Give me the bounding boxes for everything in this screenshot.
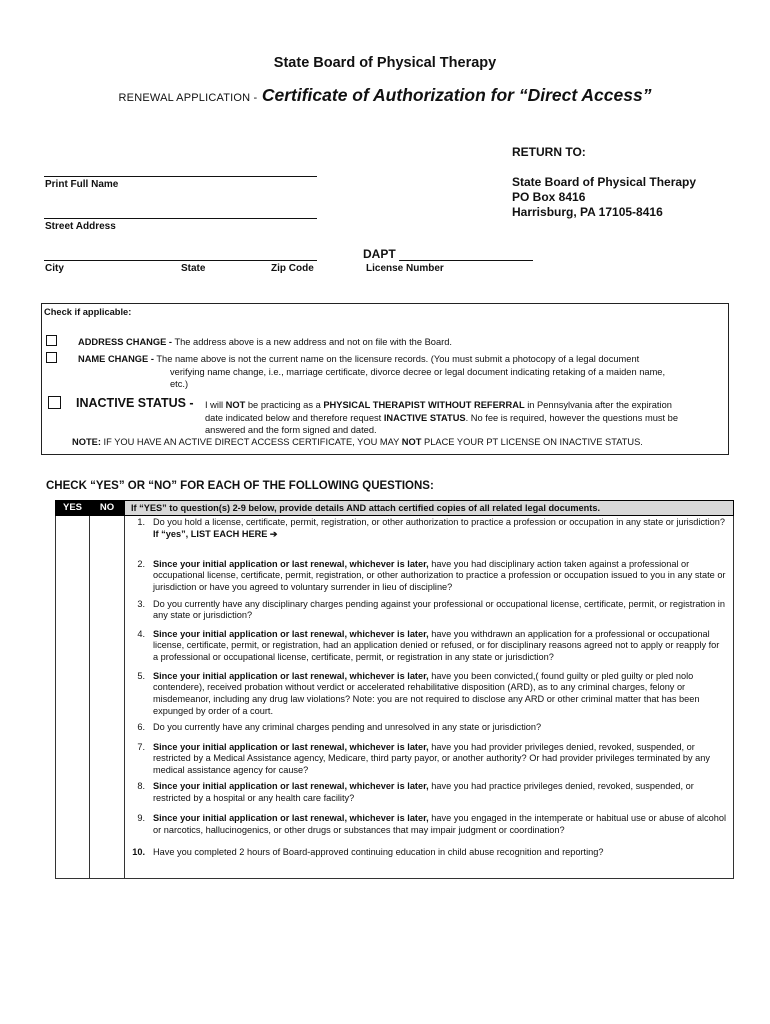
certificate-title: Certificate of Authorization for “Direct Access” bbox=[261, 85, 652, 105]
q7-yes-cell[interactable] bbox=[56, 741, 90, 780]
q2-yes-cell[interactable] bbox=[56, 558, 90, 598]
q2-text: have you had disciplinary action taken against a professional or occupational license, certificate, permit, registration, or other authorization to practice a profession or occupation issued to you in any state or jurisdiction or have you agreed to voluntary surrender in lieu of discipline? bbox=[153, 558, 726, 593]
inactive-status-label: INACTIVE STATUS - bbox=[76, 396, 194, 410]
inactive-is: INACTIVE STATUS bbox=[383, 413, 466, 423]
return-to-line3: Harrisburg, PA 17105-8416 bbox=[512, 205, 663, 219]
questions-instruction: If “YES” to question(s) 2-9 below, provide details AND attach certified copies of all related legal documents. bbox=[125, 501, 734, 516]
q1-text-cell bbox=[125, 516, 734, 558]
name-change-text-2: verifying name change, i.e., marriage certificate, divorce decree or legal document indicating retaking of a maiden name, bbox=[170, 367, 666, 377]
q6-yes-cell[interactable] bbox=[56, 721, 90, 741]
q5-text: have you been convicted,( found guilty or pled guilty or pled nolo contendere), received probation without verdict or accelerated rehabilitative disposition (ARD), as to any criminal charges, felony or misdemeanor, including any drug law violations? Note: you are not required to disclose any ARD or other criminal matter that has been expunged by order of a court. bbox=[153, 670, 700, 716]
q7-no-cell[interactable] bbox=[90, 741, 125, 780]
q9-yes-cell[interactable] bbox=[56, 812, 90, 846]
q5-yes-cell[interactable] bbox=[56, 670, 90, 721]
state-label: State bbox=[181, 263, 206, 274]
q4-text-cell bbox=[125, 628, 734, 670]
q7-lead: Since your initial application or last renewal, whichever is later, bbox=[153, 741, 429, 752]
q9-no-cell[interactable] bbox=[90, 812, 125, 846]
note-text-b: PLACE YOUR PT LICENSE ON INACTIVE STATUS. bbox=[424, 437, 643, 447]
license-prefix: DAPT bbox=[363, 247, 396, 261]
return-to-line2: PO Box 8416 bbox=[512, 190, 586, 204]
question-row-9 bbox=[56, 812, 734, 846]
question-row-5 bbox=[56, 670, 734, 721]
q6-text: Do you currently have any criminal charges pending and unresolved in any state or jurisdiction? bbox=[153, 721, 542, 732]
q3-number: 3. bbox=[137, 598, 145, 609]
question-row-8 bbox=[56, 780, 734, 812]
street-address-field[interactable] bbox=[44, 218, 317, 219]
inactive-status-text-2 bbox=[205, 412, 678, 424]
q6-number: 6. bbox=[137, 721, 145, 732]
question-row-10 bbox=[56, 846, 734, 878]
inactive-ptwr: PHYSICAL THERAPIST WITHOUT REFERRAL bbox=[323, 400, 525, 410]
name-change-text-3: etc.) bbox=[170, 379, 189, 389]
name-change-label: NAME CHANGE - bbox=[78, 354, 154, 364]
q4-number: 4. bbox=[137, 628, 145, 639]
address-change-text: The address above is a new address and not on file with the Board. bbox=[174, 337, 452, 347]
question-row-1 bbox=[56, 516, 734, 558]
note-text-a: IF YOU HAVE AN ACTIVE DIRECT ACCESS CERTIFICATE, YOU MAY bbox=[103, 437, 400, 447]
q8-text: have you had practice privileges denied, revoked, suspended, or restricted by a hospital or any health care facility? bbox=[153, 781, 694, 803]
q5-text-cell bbox=[125, 670, 734, 721]
q6-no-cell[interactable] bbox=[90, 721, 125, 741]
inactive-status-text-1 bbox=[205, 399, 672, 411]
yes-column-header: YES bbox=[56, 501, 90, 516]
q8-text-cell bbox=[125, 780, 734, 812]
return-to-heading: RETURN TO: bbox=[512, 145, 586, 159]
no-column-header: NO bbox=[90, 501, 125, 516]
return-to-line1: State Board of Physical Therapy bbox=[512, 175, 697, 189]
full-name-label: Print Full Name bbox=[45, 179, 119, 190]
q2-lead: Since your initial application or last renewal, whichever is later, bbox=[153, 558, 429, 569]
q10-number: 10. bbox=[132, 847, 145, 858]
q2-number: 2. bbox=[137, 558, 145, 569]
name-change-checkbox[interactable] bbox=[46, 352, 57, 363]
q6-text-cell bbox=[125, 721, 734, 741]
q10-text-cell bbox=[125, 846, 734, 878]
q9-text: have you engaged in the intemperate or habitual use or abuse of alcohol or narcotics, hallucinogenics, or other drugs or substances that may impair judgment or coordination? bbox=[153, 813, 726, 835]
form-subtitle bbox=[0, 85, 770, 106]
q4-yes-cell[interactable] bbox=[56, 628, 90, 670]
page-title: State Board of Physical Therapy bbox=[273, 55, 497, 71]
question-row-3 bbox=[56, 598, 734, 628]
license-number-field[interactable] bbox=[399, 260, 533, 261]
q1-yes-cell[interactable] bbox=[56, 516, 90, 558]
q9-text-cell bbox=[125, 812, 734, 846]
question-row-7 bbox=[56, 741, 734, 780]
q10-yes-cell[interactable] bbox=[56, 846, 90, 878]
inactive-note bbox=[72, 436, 643, 448]
q8-lead: Since your initial application or last renewal, whichever is later, bbox=[153, 781, 429, 792]
address-change-row bbox=[78, 336, 452, 348]
q5-number: 5. bbox=[137, 670, 145, 681]
inactive-text-c: in Pennsylvania after the expiration bbox=[527, 400, 672, 410]
street-address-label: Street Address bbox=[45, 221, 116, 232]
inactive-text-d: date indicated below and therefore request bbox=[205, 413, 382, 423]
q4-no-cell[interactable] bbox=[90, 628, 125, 670]
q5-no-cell[interactable] bbox=[90, 670, 125, 721]
address-change-label: ADDRESS CHANGE - bbox=[78, 337, 173, 347]
q7-number: 7. bbox=[137, 741, 145, 752]
q3-yes-cell[interactable] bbox=[56, 598, 90, 628]
question-row-2 bbox=[56, 558, 734, 598]
name-change-row bbox=[78, 353, 639, 365]
q2-text-cell bbox=[125, 558, 734, 598]
inactive-status-checkbox[interactable] bbox=[48, 396, 61, 409]
q9-number: 9. bbox=[137, 813, 145, 824]
q4-text: have you withdrawn an application for a professional or occupational license, certificate, permit, or registration, had an application denied or refused, or for disciplinary reasons agreed not to apply or reapply for a professional or occupational license, certificate, permit, or registration in any state or jurisdiction? bbox=[153, 628, 720, 663]
city-state-zip-field[interactable] bbox=[44, 260, 317, 261]
question-row-4 bbox=[56, 628, 734, 670]
question-row-6 bbox=[56, 721, 734, 741]
q2-no-cell[interactable] bbox=[90, 558, 125, 598]
q10-text: Have you completed 2 hours of Board-approved continuing education in child abuse recognition and reporting? bbox=[153, 847, 604, 858]
city-label: City bbox=[45, 263, 64, 274]
q10-no-cell[interactable] bbox=[90, 846, 125, 878]
q4-lead: Since your initial application or last renewal, whichever is later, bbox=[153, 628, 429, 639]
name-change-text: The name above is not the current name on the licensure records. (You must submit a photocopy of a legal document bbox=[156, 354, 640, 364]
q9-lead: Since your initial application or last renewal, whichever is later, bbox=[153, 813, 429, 824]
questions-table bbox=[55, 500, 734, 879]
address-change-checkbox[interactable] bbox=[46, 335, 57, 346]
zip-code-label: Zip Code bbox=[271, 263, 314, 274]
q3-text-cell bbox=[125, 598, 734, 628]
q8-no-cell[interactable] bbox=[90, 780, 125, 812]
note-label: NOTE: bbox=[72, 437, 101, 447]
inactive-text-e: . No fee is required, however the questions must be bbox=[465, 413, 679, 423]
inactive-text-a: I will bbox=[205, 400, 224, 410]
q1-text: Do you hold a license, certificate, permit, registration, or other authorization to practice a profession or occupation in any state or jurisdiction? bbox=[153, 517, 725, 527]
q1-list-prompt: If “yes”, LIST EACH HERE ➔ bbox=[153, 528, 278, 539]
inactive-status-text-3: answered and the form signed and dated. bbox=[205, 425, 377, 435]
renewal-label: RENEWAL APPLICATION - bbox=[118, 92, 258, 104]
applicable-heading: Check if applicable: bbox=[44, 307, 132, 317]
q7-text-cell bbox=[125, 741, 734, 780]
inactive-not: NOT bbox=[225, 400, 246, 410]
q8-yes-cell[interactable] bbox=[56, 780, 90, 812]
q3-no-cell[interactable] bbox=[90, 598, 125, 628]
questions-heading: CHECK “YES” OR “NO” FOR EACH OF THE FOLLOWING QUESTIONS: bbox=[46, 480, 434, 492]
q7-text: have you had provider privileges denied, revoked, suspended, or restricted by a Medical Assistance agency, Medicare, third party payor, or another authority? Or had provider privileges terminated by any medical assistance agency for cause? bbox=[153, 741, 710, 776]
note-not: NOT bbox=[401, 437, 422, 447]
q8-number: 8. bbox=[137, 781, 145, 792]
applicable-section bbox=[41, 303, 729, 455]
full-name-field[interactable] bbox=[44, 176, 317, 177]
q5-lead: Since your initial application or last renewal, whichever is later, bbox=[153, 670, 429, 681]
q1-no-cell[interactable] bbox=[90, 516, 125, 558]
q3-text: Do you currently have any disciplinary charges pending against your professional or occupational license, certificate, permit, or registration in any state or jurisdiction? bbox=[153, 598, 725, 621]
q1-number: 1. bbox=[137, 517, 145, 527]
inactive-text-b: be practicing as a bbox=[247, 400, 321, 410]
license-number-label: License Number bbox=[366, 263, 444, 274]
